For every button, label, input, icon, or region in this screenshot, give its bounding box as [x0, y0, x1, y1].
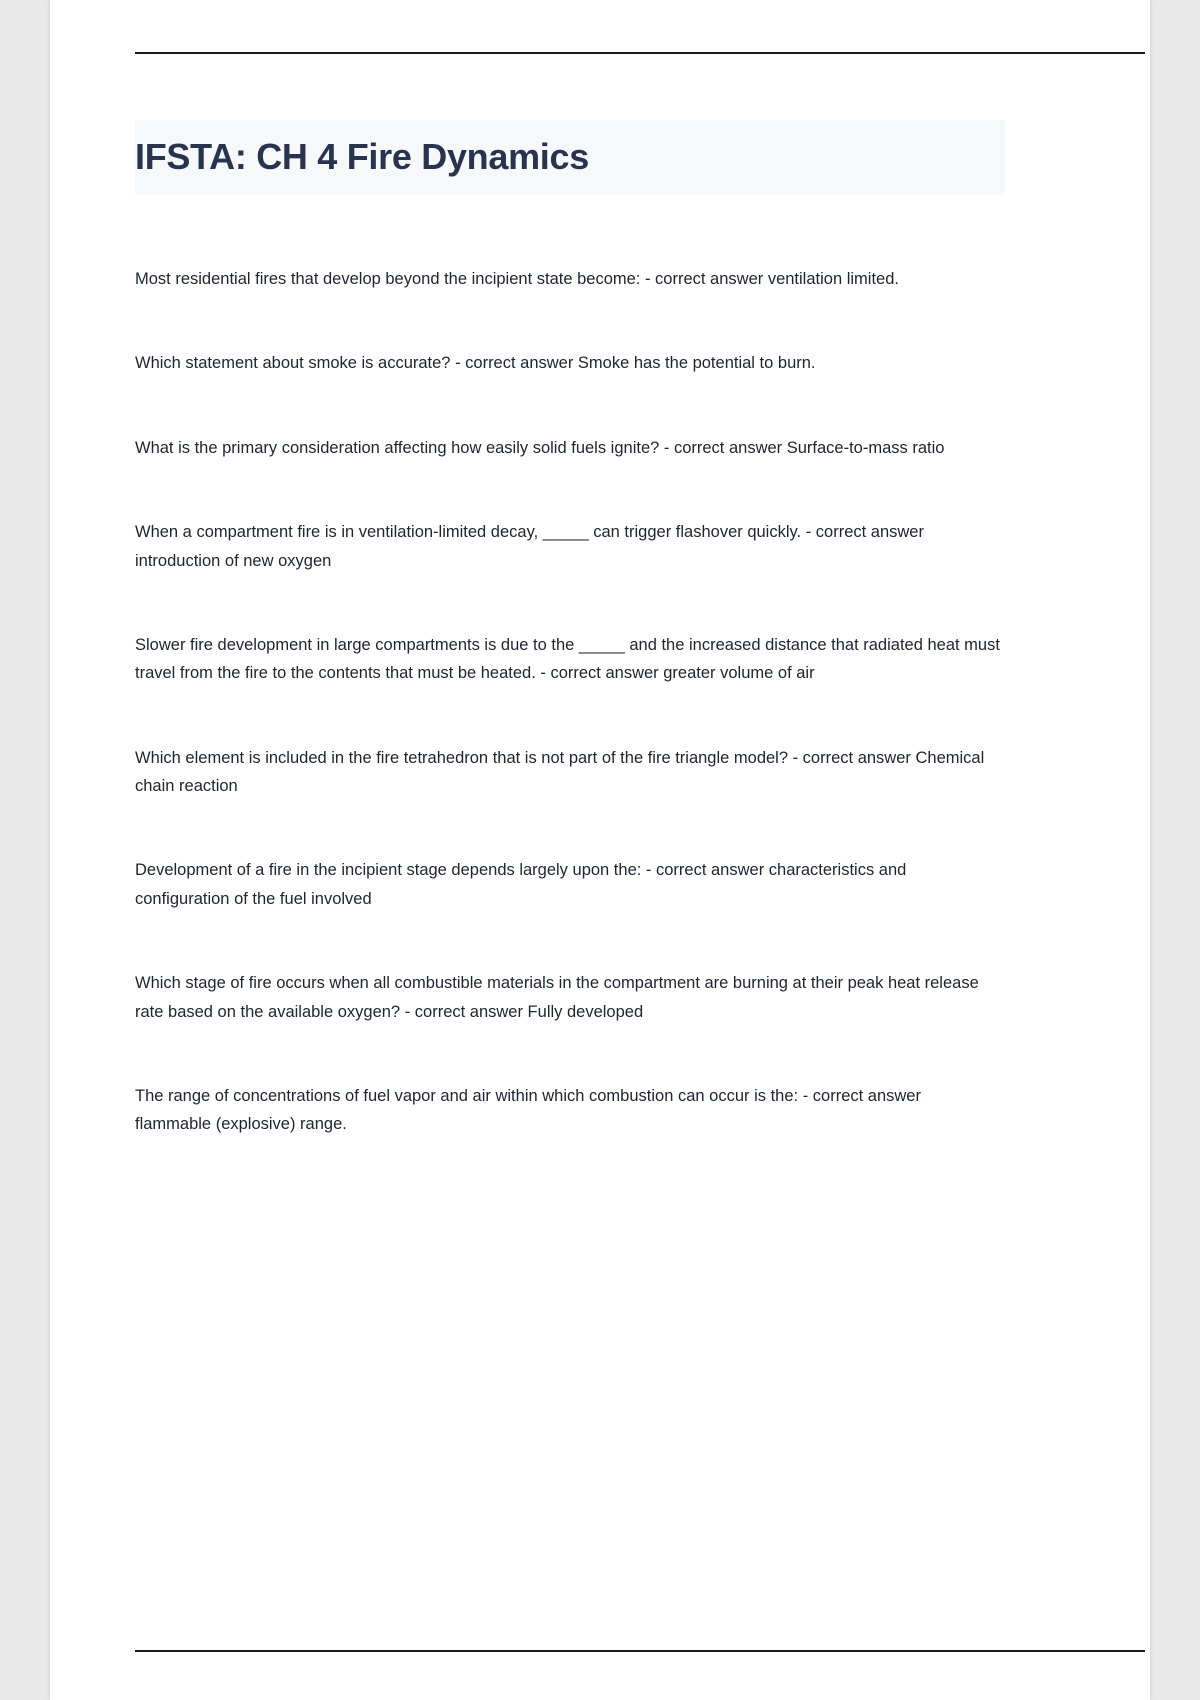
document-page: [50, 0, 1150, 1700]
qa-item: Slower fire development in large compartments is due to the _____ and the increased distance that radiated heat must travel from the fire to the contents that must be heated. - correct answer greater volume of air: [135, 635, 1000, 683]
qa-item: When a compartment fire is in ventilation-limited decay, _____ can trigger flashover quickly. - correct answer introduction of new oxygen: [135, 523, 924, 570]
qa-item: Which stage of fire occurs when all combustible materials in the compartment are burning at their peak heat release rate based on the available oxygen? - correct answer Fully developed: [135, 974, 979, 1021]
qa-item: What is the primary consideration affecting how easily solid fuels ignite? - correct answer Surface-to-mass ratio: [135, 438, 945, 457]
page-title: IFSTA: CH 4 Fire Dynamics: [135, 136, 589, 177]
qa-list: [135, 265, 1005, 1139]
qa-item: The range of concentrations of fuel vapor and air within which combustion can occur is the: - correct answer flammable (explosive) range.: [135, 1086, 921, 1134]
qa-item: Development of a fire in the incipient stage depends largely upon the: - correct answer characteristics and configuration of the fuel involved: [135, 861, 907, 908]
document-content: [135, 120, 1005, 1139]
qa-item: Which element is included in the fire tetrahedron that is not part of the fire triangle model? - correct answer Chemical chain reaction: [135, 748, 985, 795]
header-divider: [135, 52, 1145, 54]
footer-divider: [135, 1650, 1145, 1652]
title-band: [135, 120, 1005, 195]
qa-item: Most residential fires that develop beyond the incipient state become: - correct answer ventilation limited.: [135, 270, 899, 288]
qa-item: Which statement about smoke is accurate? - correct answer Smoke has the potential to burn.: [135, 354, 816, 373]
